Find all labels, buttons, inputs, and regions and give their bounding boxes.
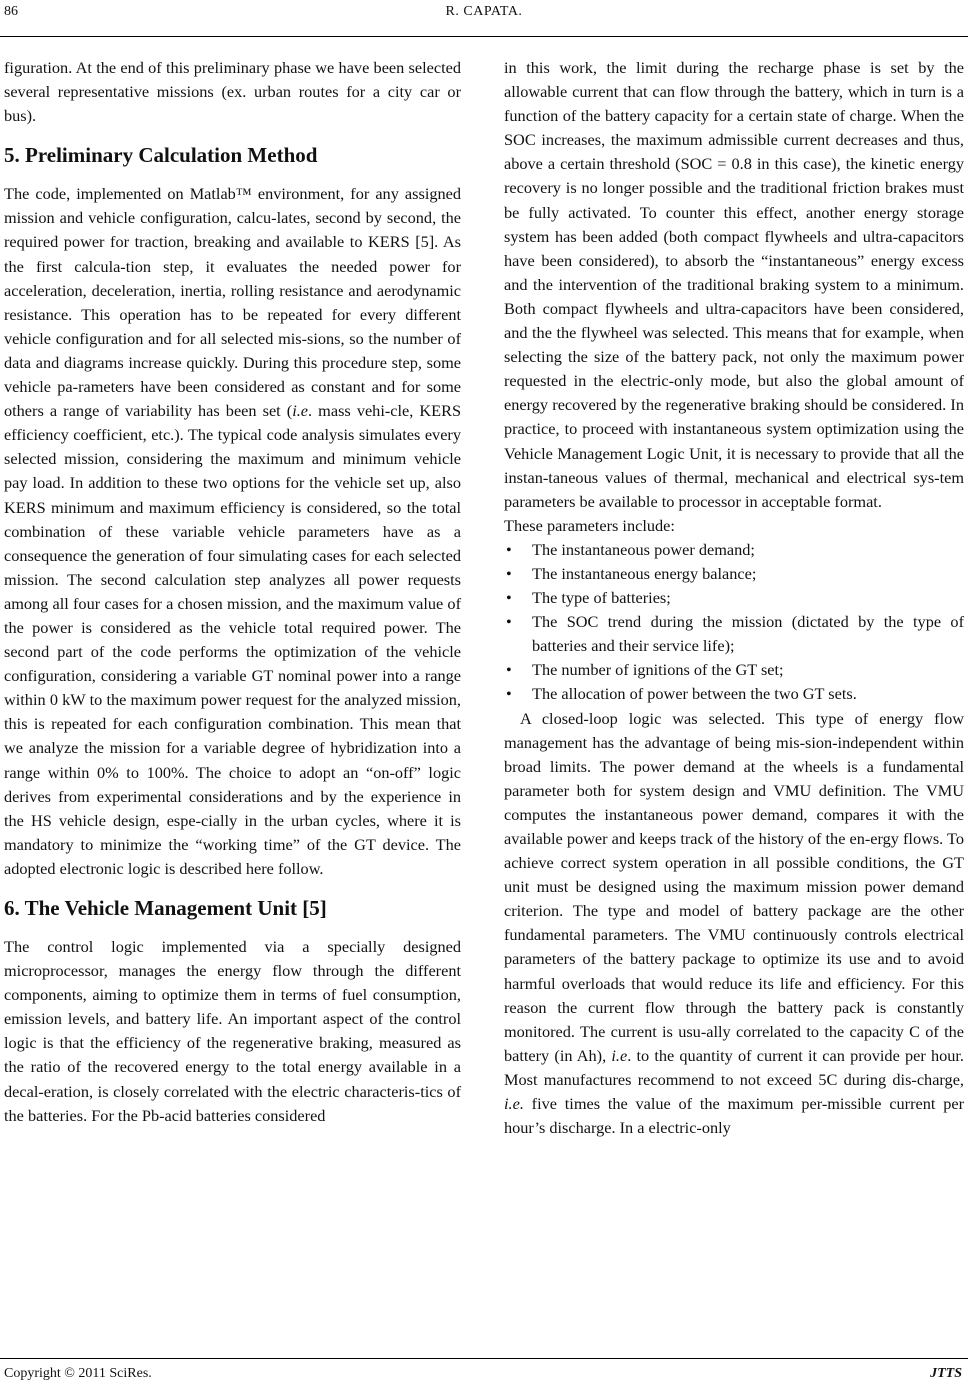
right-paragraph-1: in this work, the limit during the recharge phase is set by the allowable current that can flow through the battery, which in turn is a function of the battery capacity for a certain state of charge. When the SOC increases, the maximum admissible current decreases and thus, above a certain threshold (SOC = 0.8 in this case), the kinetic energy recovery is no longer possible and the traditional friction brakes must be fully activated. To counter this effect, another energy storage system has been added (both compact flywheels and ultra-capacitors have been considered), to absorb the “instantaneous” energy excess and the intervention of the traditional braking system to a minimum. Both compact flywheels and ultra-capacitors have been considered, and the the flywheel was selected. This means that for example, when selecting the size of the battery pack, not only the maximum power requested in the electric-only mode, but also the global amount of energy recovered by the regenerative braking should be considered. In practice, to proceed with instantaneous system optimization using the Vehicle Management Logic Unit, it is necessary to provide that all the instan-taneous values of thermal, mechanical and electrical sys-tem parameters be available to processor in acceptable format. xyxy=(504,58,964,511)
ie-italic: i.e xyxy=(611,1045,628,1065)
list-item xyxy=(504,562,964,586)
header-rule xyxy=(0,36,968,37)
ie-italic: i.e xyxy=(292,401,309,421)
running-header-author: R. CAPATA. xyxy=(445,4,523,19)
text-run: A closed-loop logic was selected. This type of energy flow management has the advantage of being mis-sion-independent within broad limits. The power demand at the wheels is a fundamental parameter both for system design and VMU definition. The VMU computes the instantaneous power demand, compares it with the available power and keeps track of the history of the en-ergy flows. To achieve correct system operation in all possible conditions, the GT unit must be designed using the maximum mission power demand criterion. The type and model of battery package are the other fundamental parameters. The VMU continuously controls electrical parameters of the battery package to optimize its use and to avoid harmful overloads that would reduce its life and efficiency. For this reason the current flow through the battery pack is constantly monitored. The current is usu-ally correlated to the capacity C of the battery (in Ah), xyxy=(504,708,964,1065)
list-item xyxy=(504,682,964,706)
section-6-heading: 6. The Vehicle Management Unit [5] xyxy=(4,896,327,920)
left-paragraph-1: figuration. At the end of this preliminary phase we have been selected several representative missions (ex. urban routes for a city car or bus). xyxy=(4,58,461,126)
text-run: . to the quantity of current it can provide per hour. Most manufactures recommend to not exceed 5C during dis-charge, xyxy=(504,1045,964,1089)
bullet-icon: • xyxy=(506,660,512,680)
page-number: 86 xyxy=(4,4,18,19)
text-run: The code, implemented on Matlab™ environment, for any assigned mission and vehicle configuration, calcu-lates, second by second, the required power for traction, breaking and available to KERS [5]. As the first calcula-tion step, it evaluates the needed power for acceleration, deceleration, inertia, rolling resistance and aerodynamic resistance. This operation has to be repeated for every different vehicle configuration and for all selected mis-sions, so the number of data and diagrams increase quickly. During this procedure step, some vehicle pa-rameters have been considered as constant and for some others a range of variability has been set ( xyxy=(4,184,461,421)
left-paragraph-2 xyxy=(4,182,461,881)
ie-italic: i.e. xyxy=(504,1094,524,1114)
list-item-text: The type of batteries; xyxy=(532,588,671,608)
bullet-icon: • xyxy=(506,563,512,583)
journal-name: JTTS xyxy=(930,1366,962,1381)
list-item xyxy=(504,586,964,610)
parameters-list xyxy=(504,538,964,707)
list-item-text: The allocation of power between the two GT sets. xyxy=(532,684,857,704)
left-paragraph-3: The control logic implemented via a specially designed microprocessor, manages the energy flow through the different components, aiming to optimize them in terms of fuel consumption, emission levels, and battery life. An important aspect of the control logic is that the efficiency of the regenerative braking, measured as the ratio of the recovered energy to the total energy available in a decal-eration, is closely correlated with the electric characteris-tics of the batteries. For the Pb-acid batteries considered xyxy=(4,937,461,1125)
list-item xyxy=(504,610,964,658)
bullet-icon: • xyxy=(506,539,512,559)
bullet-icon: • xyxy=(506,612,512,632)
right-column xyxy=(504,56,964,1140)
list-item-text: The instantaneous energy balance; xyxy=(532,563,757,583)
right-paragraph-3 xyxy=(504,707,964,1141)
section-5-heading: 5. Preliminary Calculation Method xyxy=(4,143,318,168)
bullet-icon: • xyxy=(506,588,512,608)
footer-rule xyxy=(0,1358,968,1359)
text-run: five times the value of the maximum per-missible current per hour’s discharge. In a electric-only xyxy=(504,1094,964,1138)
list-item xyxy=(504,658,964,682)
list-item-text: The number of ignitions of the GT set; xyxy=(532,660,784,680)
parameters-intro: These parameters include: xyxy=(504,515,675,535)
text-run: . mass vehi-cle, KERS efficiency coefficient, etc.). The typical code analysis simulates every selected mission, considering the maximum and minimum vehicle pay load. In addition to these two options for the vehicle set up, also KERS minimum and maximum efficiency is considered, so the total combination of these variable vehicle parameters have as a consequence the generation of four simulating cases for each selected mission. The second calculation step analyzes all power requests among all four cases for a chosen mission, and the maximum value of the power is considered as the vehicle total required power. The second part of the code performs the optimization of the vehicle configuration, considering a variable GT nominal power into a range within 0 kW to the maximum power request for the analyzed mission, this is repeated for each configuration combination. This mean that we analyze the mission for a variable degree of hybridization into a range within 0% to 100%. The choice to adopt an “on-off” logic derives from experimental considerations and by the experience in the HS vehicle design, espe-cially in the urban cycles, where it is mandatory to minimize the “working time” of the GT device. The adopted electronic logic is described here follow. xyxy=(4,401,462,878)
list-item-text: The instantaneous power demand; xyxy=(532,539,755,559)
list-item-text: The SOC trend during the mission (dictated by the type of batteries and their service life); xyxy=(532,612,964,656)
copyright-notice: Copyright © 2011 SciRes. xyxy=(4,1366,152,1381)
list-item xyxy=(504,538,964,562)
left-column xyxy=(4,56,461,1128)
bullet-icon: • xyxy=(506,684,512,704)
